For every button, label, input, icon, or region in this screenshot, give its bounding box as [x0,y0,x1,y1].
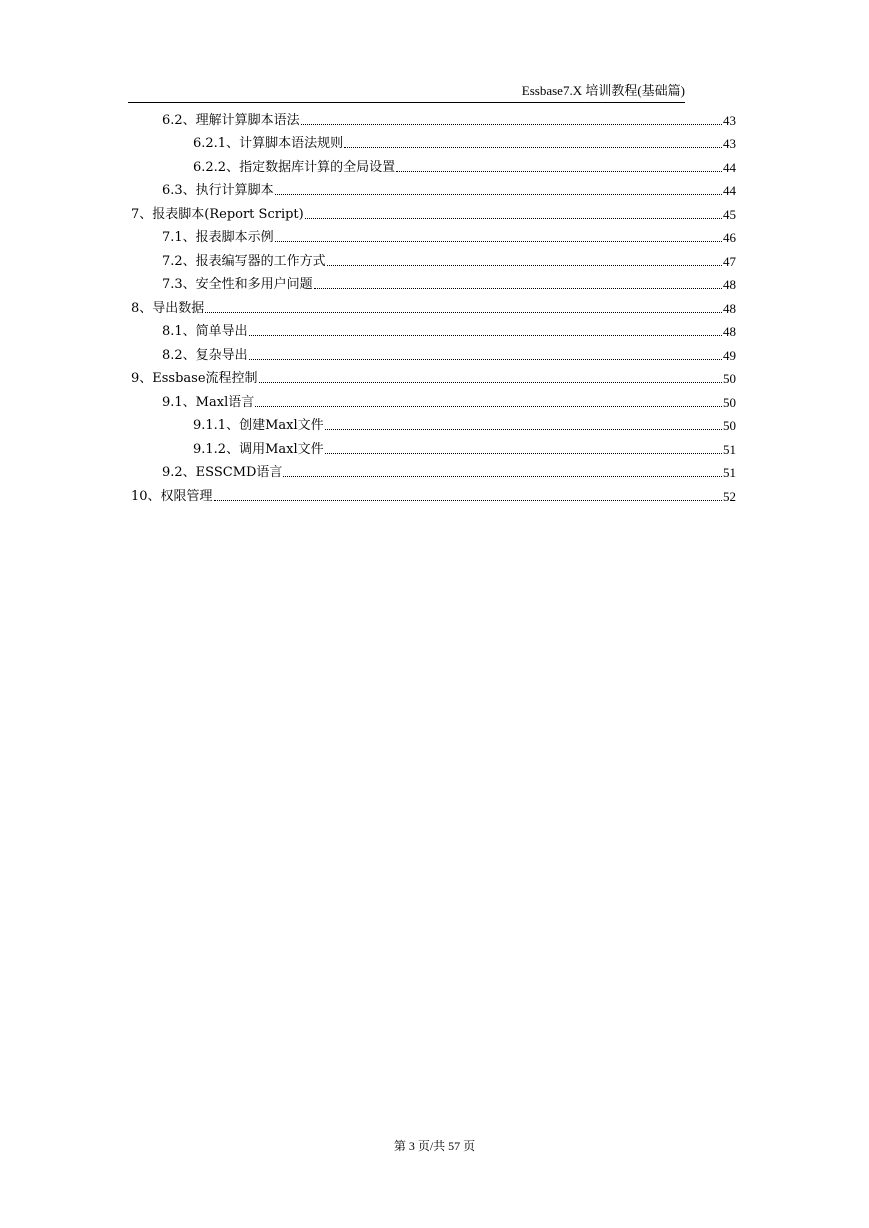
toc-entry-label: 6.3、执行计算脚本 [162,183,274,198]
toc-dot-leader [205,312,722,313]
toc-entry-page-number: 49 [723,347,736,363]
toc-entry-page-number: 52 [723,488,736,504]
toc-entry[interactable] [131,224,736,248]
toc-dot-leader [249,359,722,360]
toc-dot-leader [259,382,722,383]
toc-entry[interactable] [131,412,736,436]
toc-entry-label: 7.2、报表编写器的工作方式 [162,253,326,269]
toc-entry-page-number: 50 [723,371,736,386]
toc-entry-label: 10、权限管理 [131,488,213,504]
toc-dot-leader [344,147,722,148]
toc-dot-leader [305,218,722,219]
toc-entry-page-number: 50 [723,394,736,410]
toc-entry-label: 6.2.2、指定数据库计算的全局设置 [193,159,396,175]
toc-entry[interactable] [131,459,736,483]
toc-dot-leader [283,476,722,477]
toc-entry-label: 6.2.1、计算脚本语法规则 [193,136,344,151]
toc-entry-label: 8.1、简单导出 [162,324,248,339]
toc-entry-label: 9.1、Maxl语言 [162,394,255,410]
toc-dot-leader [255,406,722,407]
page-footer: 第 3 页/共 57 页 [393,1139,476,1153]
toc-entry[interactable] [131,153,736,177]
toc-entry-label: 7.1、报表脚本示例 [162,230,274,245]
toc-entry-label: 9.1.2、调用Maxl文件 [193,441,324,457]
toc-entry[interactable] [131,341,736,365]
toc-entry-label: 9.2、ESSCMD语言 [162,465,283,480]
toc-entry[interactable] [131,365,736,389]
toc-entry-page-number: 44 [723,183,736,198]
toc-dot-leader [325,453,722,454]
toc-entry[interactable] [131,247,736,271]
toc-dot-leader [325,429,722,430]
toc-dot-leader [275,241,722,242]
toc-dot-leader [396,171,722,172]
toc-entry-page-number: 46 [723,230,736,245]
toc-entry-page-number: 48 [723,324,736,339]
toc-entry-page-number: 43 [723,136,736,151]
toc-entry[interactable] [131,482,736,506]
toc-dot-leader [327,265,722,266]
toc-entry-label: 8、导出数据 [131,300,205,316]
toc-entry-label: 6.2、理解计算脚本语法 [162,112,300,128]
toc-entry-label: 9.1.1、创建Maxl文件 [193,418,324,433]
toc-entry[interactable] [131,318,736,342]
running-header: Essbase7.X 培训教程(基础篇) [521,83,685,98]
toc-dot-leader [301,124,722,125]
toc-entry-page-number: 44 [723,159,736,175]
toc-entry-page-number: 47 [723,253,736,269]
toc-dot-leader [275,194,722,195]
toc-entry[interactable] [131,388,736,412]
toc-entry-page-number: 51 [723,441,736,457]
toc-entry-label: 9、Essbase流程控制 [131,371,258,386]
header-rule [128,102,685,103]
toc-dot-leader [249,335,722,336]
table-of-contents [131,106,736,506]
toc-dot-leader [314,288,722,289]
toc-entry-page-number: 48 [723,300,736,316]
toc-entry[interactable] [131,200,736,224]
toc-entry[interactable] [131,177,736,201]
toc-entry-page-number: 45 [723,206,736,222]
toc-entry-label: 7、报表脚本(Report Script) [131,206,304,222]
toc-entry-page-number: 51 [723,465,736,480]
toc-entry[interactable] [131,435,736,459]
toc-entry-page-number: 43 [723,112,736,128]
toc-entry-page-number: 48 [723,277,736,292]
toc-entry-label: 7.3、安全性和多用户问题 [162,277,313,292]
toc-entry-label: 8.2、复杂导出 [162,347,248,363]
toc-entry-page-number: 50 [723,418,736,433]
toc-entry[interactable] [131,130,736,154]
toc-dot-leader [214,500,722,501]
toc-entry[interactable] [131,294,736,318]
toc-entry[interactable] [131,271,736,295]
toc-entry[interactable] [131,106,736,130]
